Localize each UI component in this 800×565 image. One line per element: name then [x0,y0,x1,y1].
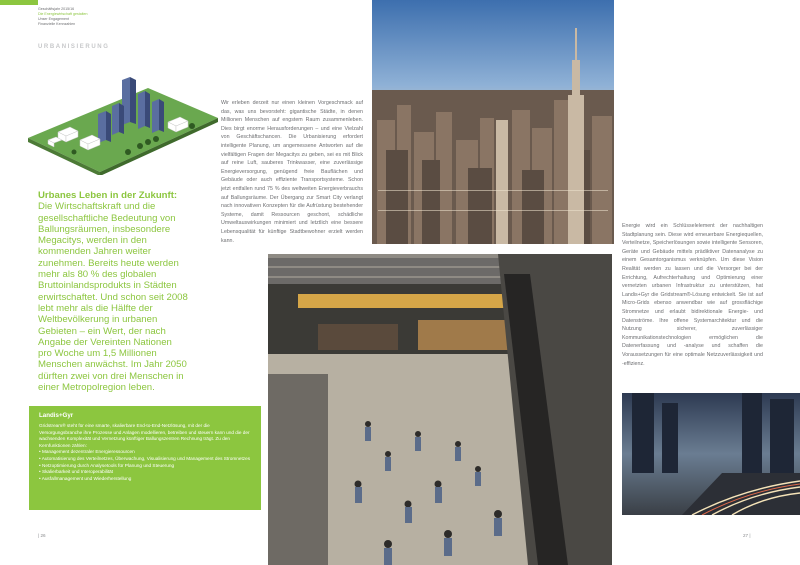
info-box-list [39,449,251,482]
body-column: Wir erleben derzeit nur einen kleinen Vorgeschmack auf das, was uns bevorsteht: gigantische Städte, in denen Millionen Menschen auf engstem Raum zusammenleben. Dies birgt enorme Herausforderungen – und eine Vielzahl von Geschäftschancen. Die Urbanisierung erfordert intelligente Planung, um angemessene Antworten auf die vielfältigen Fragen der Megacitys zu geben, sei es mit Blick auf reine Luft, sauberes Trinkwasser, eine zuverlässige Energieversorgung, genügend freie Bauflächen und Gebäude oder auch effiziente Transportsysteme. Schon jetzt entfallen rund 75 % des weltweiten Energieverbrauchs auf Ballungsräume. Der Übergang zur Smart City verlangt nach innovativen Konzepten für die Aufrüstung bestehender Systeme, damit Ressourcen geschont, schädliche Umweltauswirkungen minimiert und letztlich eine bessere Lebensqualität für künftige Stadtbewohner erzielt werden kann. [221,100,363,244]
city-highway-night-photo [622,393,800,515]
list-item: • Management dezentraler Energieressourcen [39,449,251,456]
section-tab [0,0,38,5]
info-box-title: Landis+Gyr [39,412,74,419]
intro-text [38,190,188,393]
landis-gyr-info-box [29,406,261,510]
section-label: URBANISIERUNG [38,44,110,50]
list-item: • Netzoptimierung durch Analysetools für Planung und Steuerung [39,463,251,470]
intro-body: Die Wirtschaftskraft und die gesellschaftliche Bedeutung von Ballungsräumen, insbesondere Megacitys, werden in den kommenden Jahren weiter zunehmen. Bereits heute werden mehr als 80 % des globalen Bruttoinlandsprodukts in Städten erwirtschaftet. Und schon seit 2008 lebt mehr als die Hälfte der Weltbevölkerung in urbanen Gebieten – ein Wert, der nach Angabe der Vereinten Nationen pro Woche um 1,5 Millionen Menschen anwächst. Im Jahr 2050 dürften zwei von drei Menschen in einer Metropolregion leben. [38,201,188,394]
header-nav [38,7,88,27]
list-item: • Automatisierung des Verteilnetzes, Überwachung, Visualisierung und Management des Stromnetzes [39,456,251,463]
page-number-right: 27 | [743,533,751,538]
header-nav-line: Unser Engagement [38,17,69,21]
right-column: Energie wird ein Schlüsselelement der nachhaltigen Stadtplanung sein. Diese wird erneuerbare Energiequellen, Verteilnetze, Speicherlösungen sowie intelligente Sensoren, Geräte und Gebäude mittels prädiktiver Datenanalyse zu einem Gesamtorganismus verknüpfen. Um diese Vision Realität werden zu lassen und die Versorger bei der Errichtung, Aufrechterhaltung und Optimierung einer vernetzten urbanen Infrastruktur zu unterstützen, hat Landis+Gyr die Gridstream®-Lösung entwickelt. Sie ist auf Micro-Grids ebenso anwendbar wie auf grossflächige Stromnetze und erlaubt bidirektionale Energie- und Datenströme. Ihre offene Systemarchitektur und die Nutzung sicherer, zuverlässiger Kommunikationstechnologien ermöglichen die Datenerfassung und -analyse und schaffen die Voraussetzungen für eine optimale Netzzuverlässigkeit und -effizienz. [622,223,763,367]
intro-lead: Urbanes Leben in der Zukunft: [38,190,178,201]
header-nav-line: Finanzielle Kennzahlen [38,22,76,26]
list-item: • Ausfallmanagement und Wiederherstellung [39,476,251,483]
header-nav-line: Geschäftsjahr 2015/16 [38,7,75,11]
train-station-crowd-photo [268,254,612,565]
page-number-left: | 26 [38,533,46,538]
city-skyline-photo [372,0,614,244]
list-item: • Skalierbarkeit und Interoperabilität [39,469,251,476]
header-nav-line-active: Die Energiewirtschaft gestalten [38,12,88,16]
city-model-illustration [28,60,218,175]
info-box-description: Gridstream® steht für eine smarte, skalierbare End-to-End-Netzlösung, mit der die Versorgungsbranche ihre Prozesse und Anlagen modellieren, betreiben und steuern kann und die der wachsenden Komplexität und Vernetzung künftiger Ballungszentren Rechnung trägt. Zu den Kernfunktionen zählen: [39,423,250,448]
